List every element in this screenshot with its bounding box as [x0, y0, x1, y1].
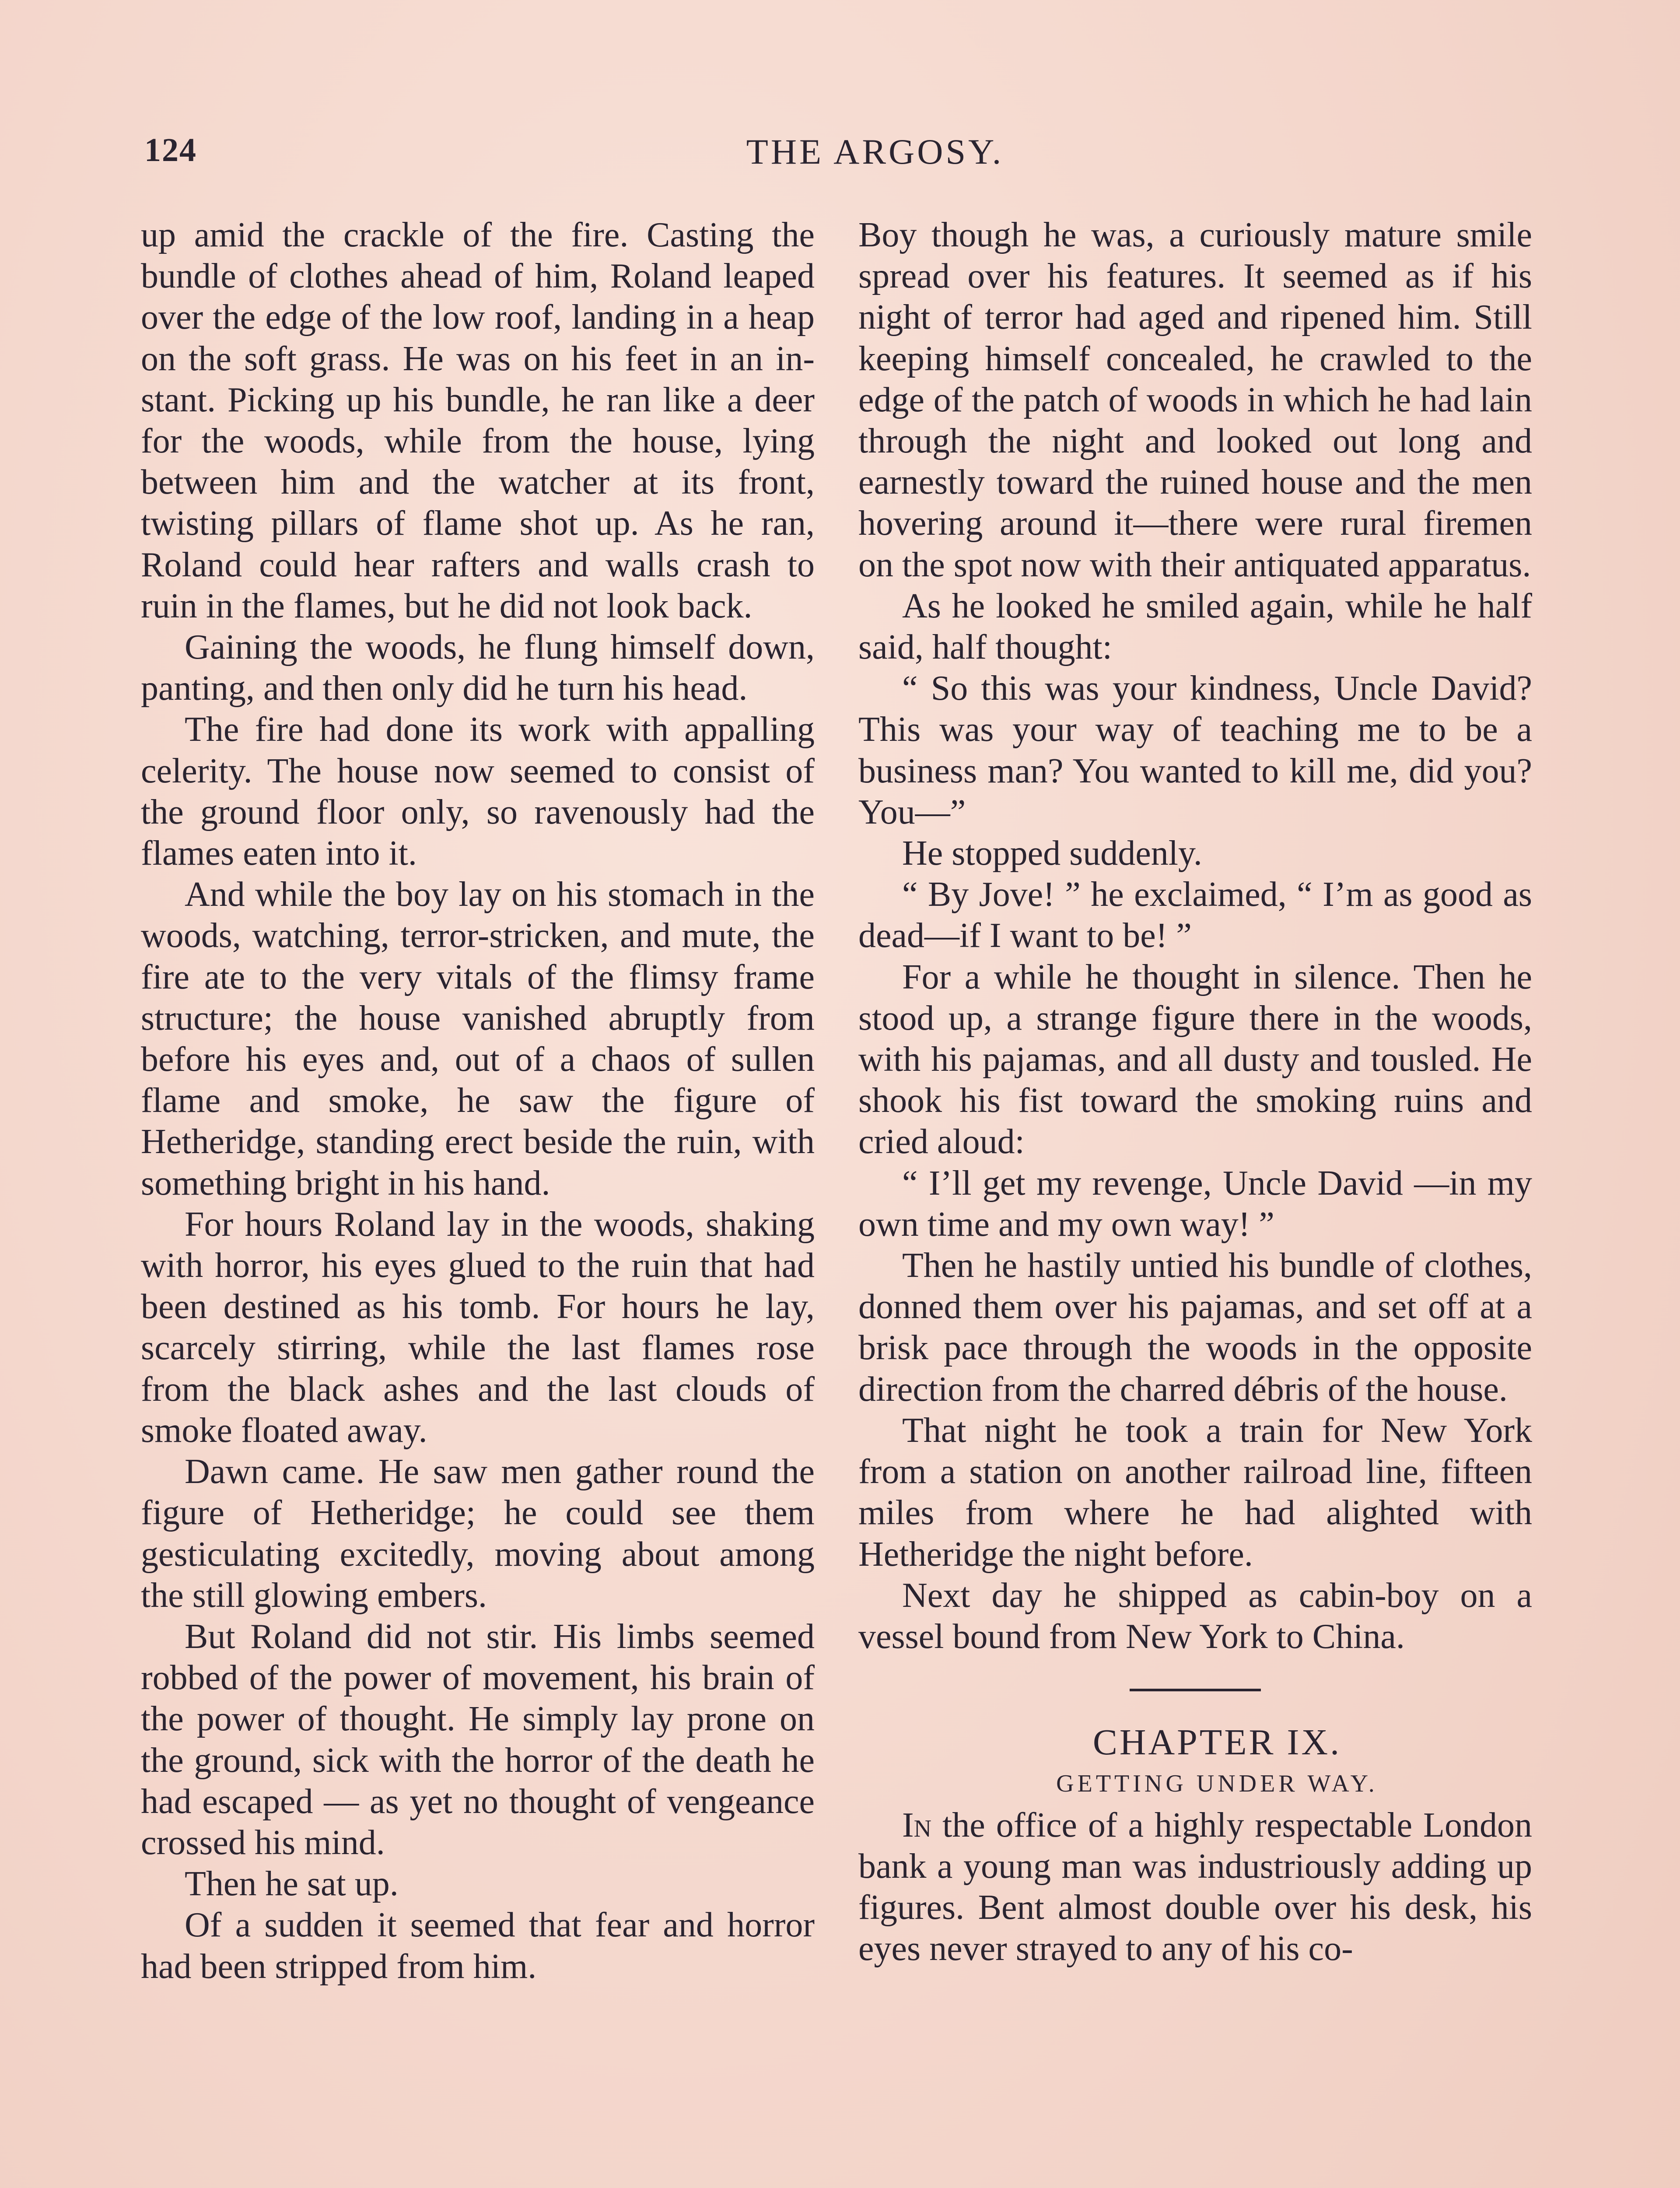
paragraph: Next day he shipped as cabin-boy on a vessel bound from New York to China.: [858, 1576, 1532, 1656]
paragraph: Boy though he was, a curiously mature smile spread over his features. It seemed as if his night of terror had aged and ripened him. Still keeping himself concealed, he crawled to the edge of the patch of woods in which he had lain through the night and looked out long and earnestly toward the ruined house and the men hovering around it—there were rural firemen on the spot now with their antiquated apparatus.: [858, 216, 1532, 584]
right-column: [858, 214, 1532, 1969]
right-column-paragraphs: [858, 214, 1532, 1657]
paragraph: up amid the crackle of the fire. Casting the bundle of clothes ahead of him, Roland leaped over the edge of the low roof, landing in a heap on the soft grass. He was on his feet in an instant. Picking up his bundle, he ran like a deer for the woods, while from the house, lying between him and the watcher at its front, twisting pillars of flame shot up. As he ran, Roland could hear rafters and walls crash to ruin in the flames, but he did not look back.: [141, 216, 815, 625]
paragraph: For hours Roland lay in the woods, shaking with horror, his eyes glued to the ruin that had been destined as his tomb. For hours he lay, scarcely stirring, while the last flames rose from the black ashes and the last clouds of smoke floated away.: [141, 1205, 815, 1450]
paragraph: “ By Jove! ” he exclaimed, “ I’m as good as dead—if I want to be! ”: [858, 875, 1532, 955]
paragraph: Dawn came. He saw men gather round the figure of Hetheridge; he could see them gesticulating excitedly, moving about among the still glowing embers.: [141, 1452, 815, 1615]
paragraph: Then he sat up.: [185, 1865, 399, 1904]
paragraph: Then he hastily untied his bundle of clothes, donned them over his pajamas, and set off at a brisk pace through the woods in the opposite direction from the charred débris of the house.: [858, 1246, 1532, 1409]
chapter-opening-text: the office of a highly respectable London bank a young man was industriously adding up figures. Bent almost double over his desk, his eyes never strayed to any of his co-: [858, 1806, 1532, 1968]
paragraph: As he looked he smiled again, while he half said, half thought:: [858, 586, 1532, 667]
chapter-opening-paragraph: [858, 1805, 1532, 1970]
page-header: [144, 131, 1536, 184]
chapter-subtitle: GETTING UNDER WAY.: [1056, 1770, 1378, 1798]
page-number: 124: [144, 132, 197, 168]
paragraph: For a while he thought in silence. Then he stood up, a strange figure there in the woods, with his pajamas, and all dusty and tousled. He shook his fist toward the smoking ruins and cried aloud:: [858, 957, 1532, 1161]
running-head: THE ARGOSY.: [746, 132, 1004, 172]
paragraph: Of a sudden it seemed that fear and horror had been stripped from him.: [141, 1906, 815, 1986]
paragraph: And while the boy lay on his stomach in the woods, watching, terror-stricken, and mute, the fire ate to the very vitals of the flimsy frame structure; the house vanished abruptly from before his eyes and, out of a chaos of sullen flame and smoke, he saw the figure of Hetheridge, standing erect beside the ruin, with something bright in his hand.: [141, 875, 815, 1203]
paragraph: That night he took a train for New York from a station on another railroad line, fifteen miles from where he had alighted with Hetheridge the night before.: [858, 1411, 1532, 1574]
chapter-rule: [1130, 1689, 1261, 1691]
paragraph: He stopped suddenly.: [902, 834, 1202, 873]
paragraph: But Roland did not stir. His limbs seemed robbed of the power of movement, his brain of the power of thought. He simply lay prone on the ground, sick with the horror of the death he had escaped — as yet no thought of vengeance crossed his mind.: [141, 1617, 815, 1862]
paragraph: “ I’ll get my revenge, Uncle David —in my own time and my own way! ”: [858, 1164, 1532, 1244]
paragraph: The fire had done its work with appalling celerity. The house now seemed to consist of the ground floor only, so ravenously had the flames eaten into it.: [141, 710, 815, 873]
chapter-opening-lead: In: [902, 1806, 932, 1844]
chapter-title: CHAPTER IX.: [1092, 1722, 1342, 1763]
paragraph: Gaining the woods, he flung himself down, panting, and then only did he turn his head.: [141, 628, 815, 708]
left-column: [141, 214, 815, 1987]
paragraph: “ So this was your kindness, Uncle David? This was your way of teaching me to be a business man? You wanted to kill me, did you? You—”: [858, 669, 1532, 831]
